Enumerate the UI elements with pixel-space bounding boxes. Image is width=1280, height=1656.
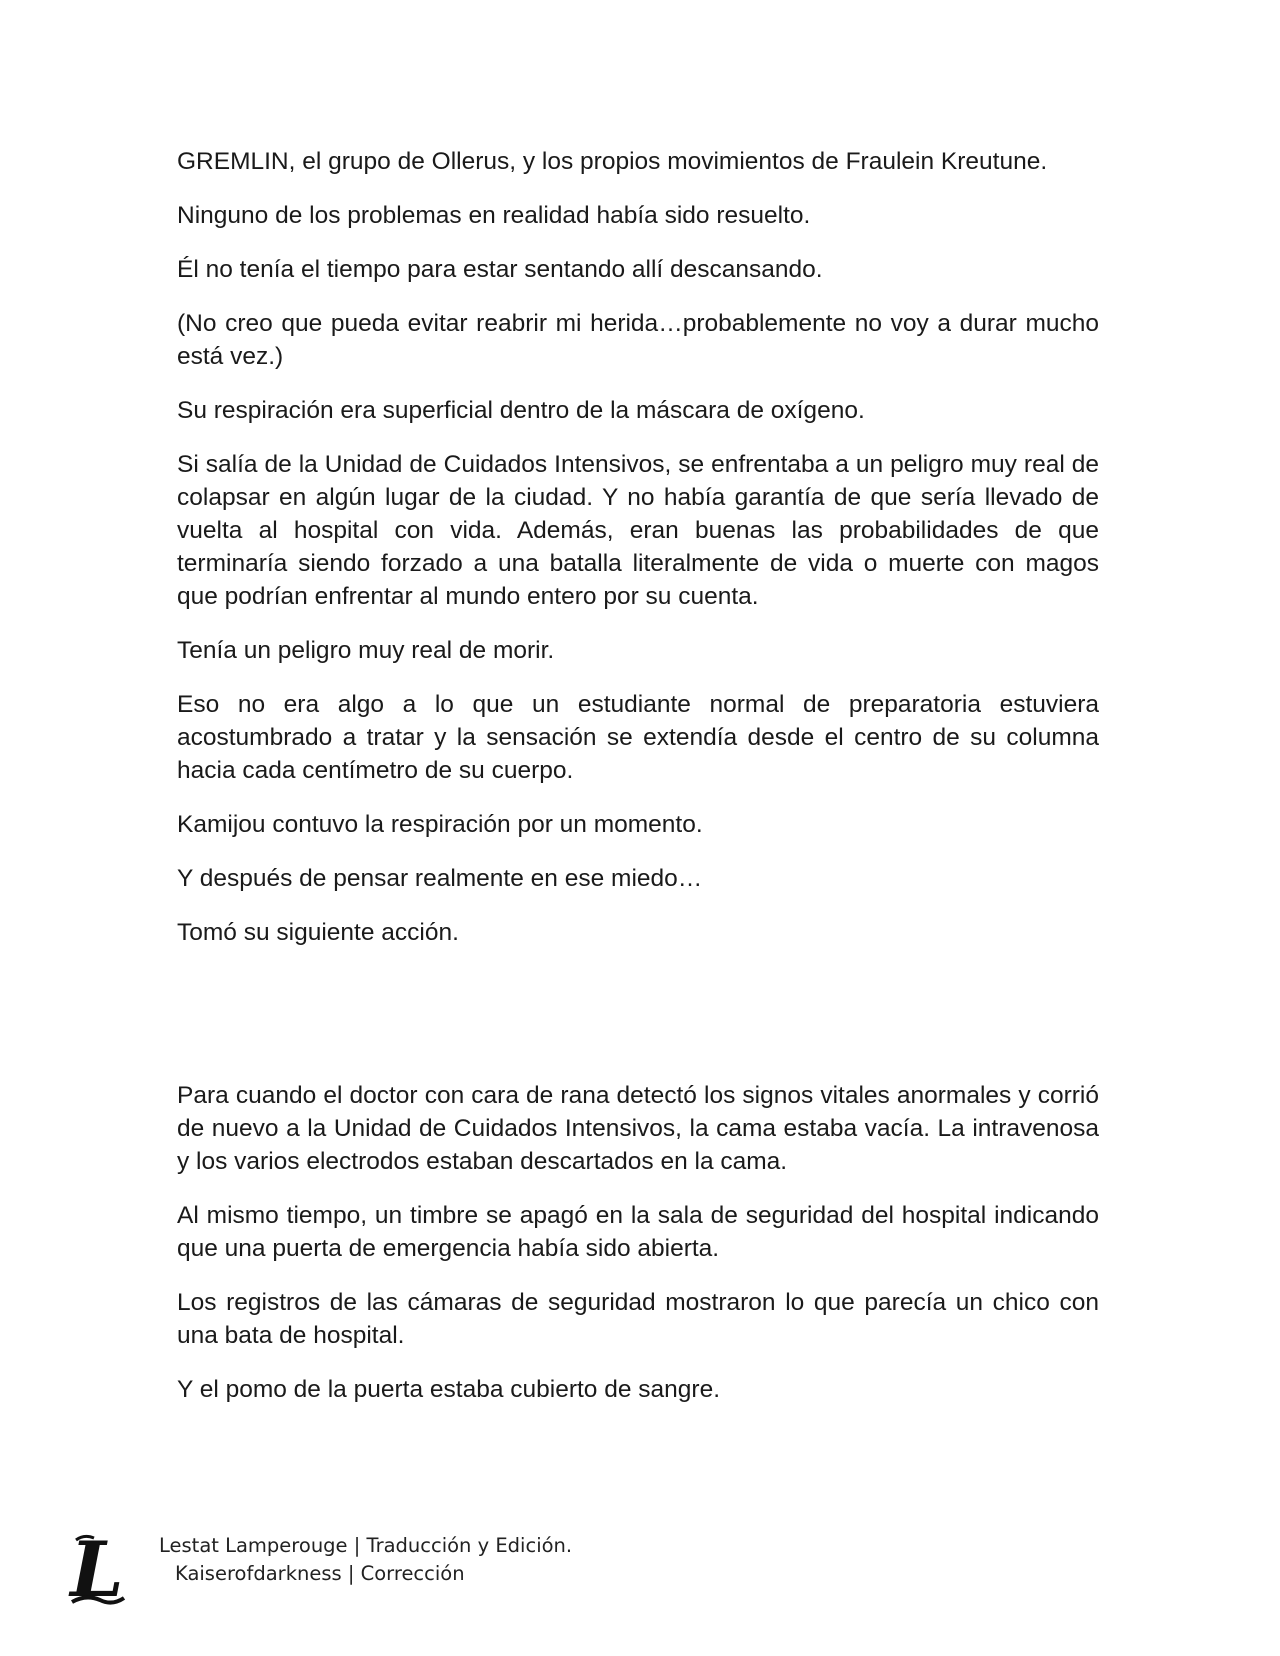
- paragraph: Si salía de la Unidad de Cuidados Intensivos, se enfrentaba a un peligro muy real de colapsar en algún lugar de la ciudad. Y no había garantía de que sería llevado de vuelta al hospital con vida. Además, eran buenas las probabilidades de que terminaría siendo forzado a una batalla literalmente de vida o muerte con magos que podrían enfrentar al mundo entero por su cuenta.: [177, 451, 1099, 610]
- credit-translation: Lestat Lamperouge | Traducción y Edición.: [159, 1534, 573, 1557]
- text-section-1: [177, 145, 1099, 949]
- paragraph: Y después de pensar realmente en ese miedo…: [177, 865, 703, 892]
- paragraph: Tomó su siguiente acción.: [177, 919, 459, 946]
- paragraph: (No creo que pueda evitar reabrir mi herida…probablemente no voy a durar mucho está vez.): [177, 310, 1099, 370]
- footer-credits: [159, 1532, 572, 1588]
- svg-text:L: L: [70, 1532, 124, 1608]
- paragraph: Tenía un peligro muy real de morir.: [177, 637, 555, 664]
- paragraph: Eso no era algo a lo que un estudiante normal de preparatoria estuviera acostumbrado a tratar y la sensación se extendía desde el centro de su columna hacia cada centímetro de su cuerpo.: [177, 691, 1099, 784]
- paragraph: Y el pomo de la puerta estaba cubierto de sangre.: [177, 1376, 720, 1403]
- paragraph: Los registros de las cámaras de seguridad mostraron lo que parecía un chico con una bata de hospital.: [177, 1289, 1099, 1349]
- paragraph: GREMLIN, el grupo de Ollerus, y los propios movimientos de Fraulein Kreutune.: [177, 148, 1048, 175]
- gothic-l-logo-icon: [66, 1532, 128, 1608]
- credit-correction: Kaiserofdarkness | Corrección: [175, 1562, 465, 1585]
- paragraph: Su respiración era superficial dentro de la máscara de oxígeno.: [177, 397, 865, 424]
- paragraph: Ninguno de los problemas en realidad había sido resuelto.: [177, 202, 811, 229]
- text-section-2: [177, 1079, 1099, 1406]
- paragraph: Al mismo tiempo, un timbre se apagó en la sala de seguridad del hospital indicando que una puerta de emergencia había sido abierta.: [177, 1202, 1099, 1262]
- paragraph: Él no tenía el tiempo para estar sentando allí descansando.: [177, 256, 823, 283]
- paragraph: Kamijou contuvo la respiración por un momento.: [177, 811, 703, 838]
- paragraph: Para cuando el doctor con cara de rana detectó los signos vitales anormales y corrió de nuevo a la Unidad de Cuidados Intensivos, la cama estaba vacía. La intravenosa y los varios electrodos estaban descartados en la cama.: [177, 1082, 1099, 1175]
- footer: [66, 1532, 666, 1612]
